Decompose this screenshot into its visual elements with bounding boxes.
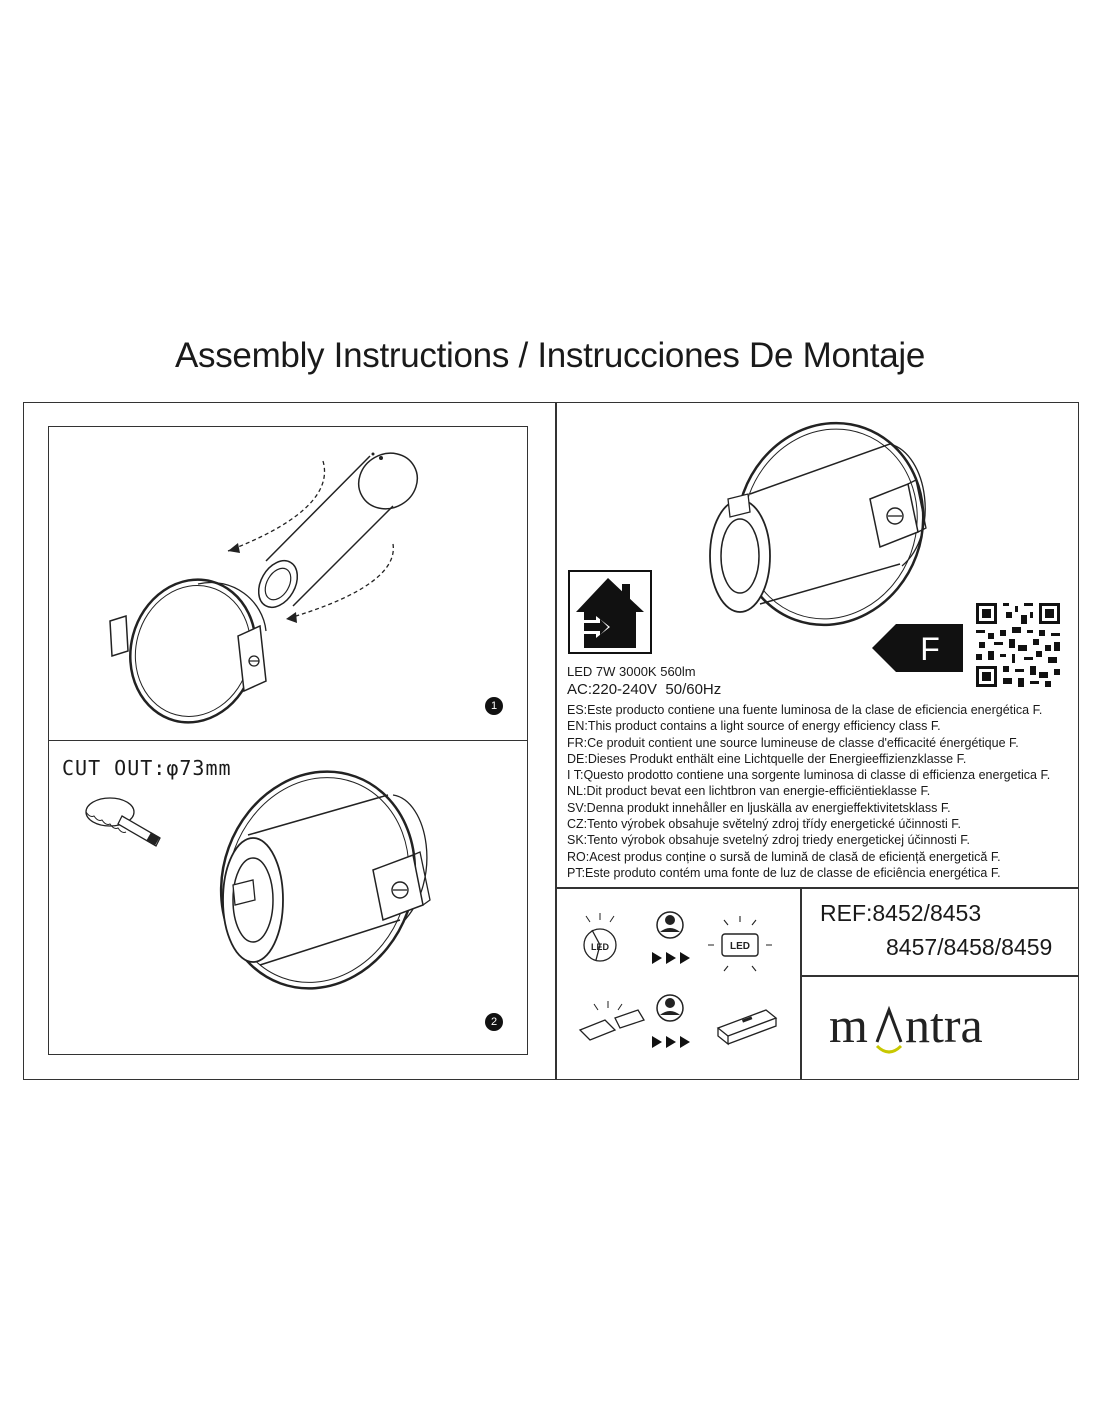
declaration-ro: RO:Acest produs conține o sursă de lumină de clasă de eficiență energetică F. bbox=[567, 849, 1001, 864]
ac-spec: AC:220-240V 50/60Hz bbox=[567, 681, 722, 698]
step2-illustration bbox=[48, 740, 528, 1055]
right-horizontal-divider bbox=[555, 887, 1079, 889]
energy-class-arrow-icon bbox=[870, 622, 965, 674]
led-module-icon bbox=[708, 916, 772, 971]
right-lower-divider bbox=[800, 887, 802, 1080]
page-title: Assembly Instructions / Instrucciones De Montaje bbox=[174, 336, 926, 375]
declaration-de: DE:Dieses Produkt enthält eine Lichtquelle der Energieeffizienzklasse F. bbox=[567, 751, 967, 766]
qr-code-icon bbox=[973, 600, 1063, 690]
svg-text:LED: LED bbox=[591, 942, 609, 952]
declaration-pt: PT:Este produto contém uma fonte de luz de classe de eficiência energética F. bbox=[567, 865, 1001, 880]
luminaire-illustration bbox=[690, 414, 950, 624]
energy-declarations bbox=[567, 702, 1050, 881]
declaration-en: EN:This product contains a light source of energy efficiency class F. bbox=[567, 719, 941, 734]
reference-line2: 8457/8458/8459 bbox=[886, 934, 1053, 960]
indoor-use-icon bbox=[568, 570, 652, 654]
cut-out-value: φ73mm bbox=[166, 756, 232, 780]
arrows-icon bbox=[652, 952, 690, 964]
declaration-es: ES:Este producto contiene una fuente luminosa de la clase de eficiencia energética F. bbox=[567, 703, 1043, 717]
svg-text:m: m bbox=[829, 997, 868, 1053]
broken-driver-icon bbox=[580, 1001, 644, 1040]
broken-led-icon bbox=[584, 913, 616, 961]
svg-text:LED: LED bbox=[730, 941, 750, 952]
technician-icon-2 bbox=[657, 995, 683, 1021]
declaration-sk: SK:Tento výrobok obsahuje svetelný zdroj triedy energetickej účinnosti F. bbox=[567, 833, 970, 848]
driver-icon bbox=[718, 1010, 776, 1044]
declaration-fr: FR:Ce produit contient une source lumineuse de classe d'efficacité énergétique F. bbox=[567, 735, 1019, 750]
step1-number-badge: 1 bbox=[485, 697, 503, 715]
ref-brand-divider bbox=[800, 975, 1079, 977]
step2-number-badge: 2 bbox=[485, 1013, 503, 1031]
cut-out-prefix: CUT OUT: bbox=[62, 756, 167, 780]
declaration-cz: CZ:Tento výrobek obsahuje světelný zdroj třídy energetické účinnosti F. bbox=[567, 817, 961, 832]
mantra-logo bbox=[815, 990, 1075, 1070]
declaration-sv: SV:Denna produkt innehåller en ljuskälla av energieffektivitetsklass F. bbox=[567, 800, 951, 815]
technician-icon bbox=[657, 912, 683, 938]
reference-line1: REF:8452/8453 bbox=[820, 900, 982, 926]
declaration-nl: NL:Dit product bevat een lichtbron van energie-efficiëntieklasse F. bbox=[567, 784, 931, 799]
arrows-icon-2 bbox=[652, 1036, 690, 1048]
declaration-it: I T:Questo prodotto contiene una sorgente luminosa di classe di efficienza energetica F. bbox=[567, 768, 1051, 783]
step1-illustration bbox=[48, 426, 528, 741]
replacement-icons bbox=[570, 900, 800, 1080]
center-divider bbox=[555, 402, 557, 1080]
energy-class-letter: F bbox=[920, 631, 940, 667]
svg-text:ntra: ntra bbox=[905, 997, 983, 1053]
led-spec: LED 7W 3000K 560lm bbox=[567, 664, 696, 679]
